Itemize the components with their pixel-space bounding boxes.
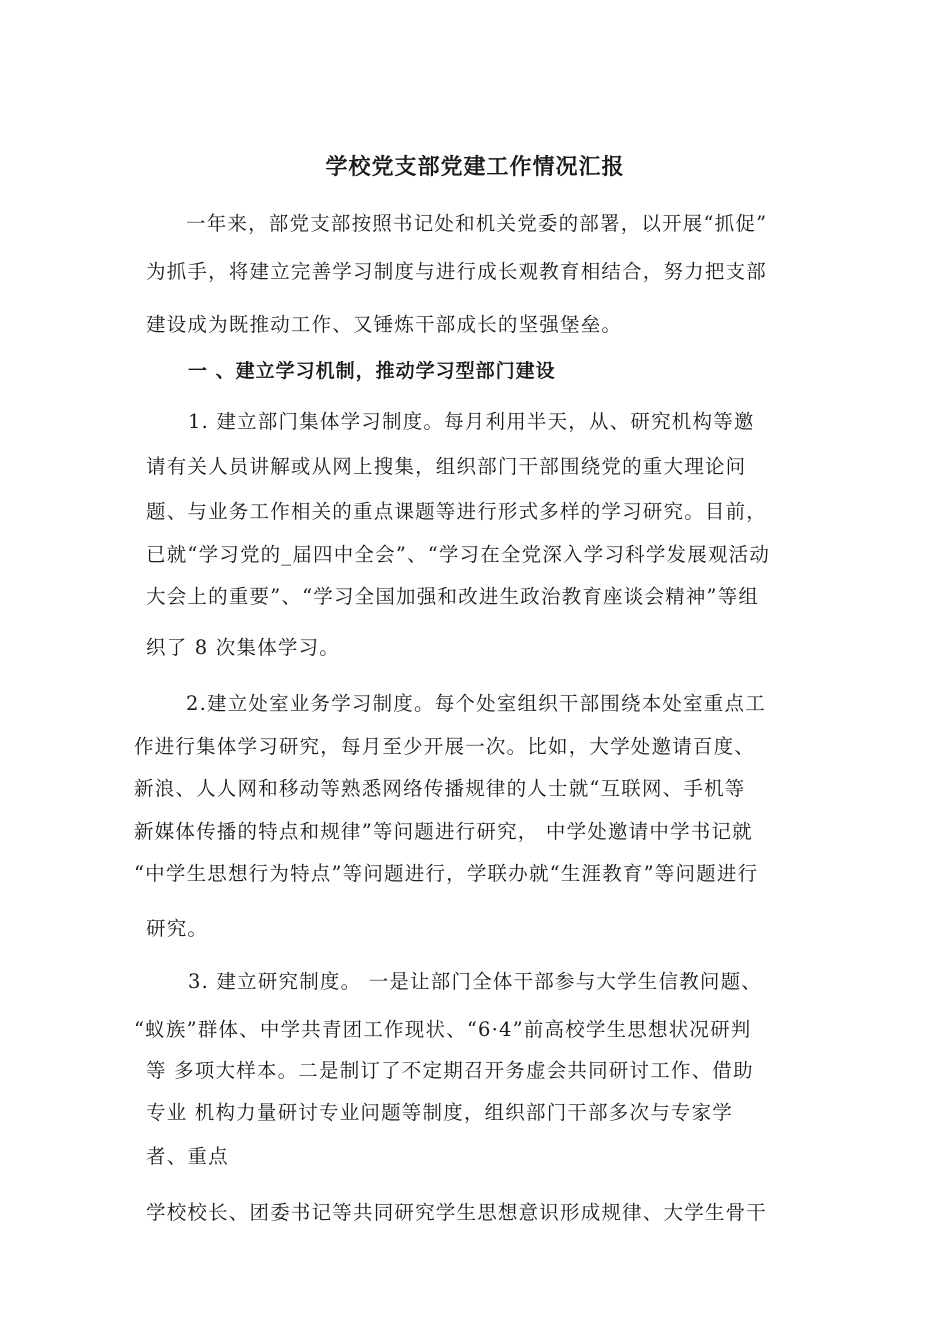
paragraph-line: 2.建立处室业务学习制度。每个处室组织干部围绕本处室重点工: [186, 692, 766, 715]
paragraph-line: 建设成为既推动工作、又锤炼干部成长的坚强堡垒。: [146, 313, 623, 336]
paragraph-line: 已就“学习党的_届四中全会”、“学习在全党深入学习科学发展观活动: [146, 543, 771, 566]
paragraph-line: 作进行集体学习研究，每月至少开展一次。比如，大学处邀请百度、: [134, 735, 756, 758]
paragraph-line: 者、重点: [146, 1145, 229, 1168]
paragraph-line: 专业 机构力量研讨专业问题等制度，组织部门干部多次与专家学: [146, 1101, 733, 1124]
paragraph-line: 新媒体传播的特点和规律”等问题进行研究， 中学处邀请中学书记就: [134, 820, 753, 843]
paragraph-line: 新浪、人人网和移动等熟悉网络传播规律的人士就“互联网、手机等: [134, 777, 746, 800]
paragraph-line: 研究。: [146, 917, 209, 940]
paragraph-line: “中学生思想行为特点”等问题进行，学联办就“生涯教育”等问题进行: [134, 862, 759, 885]
paragraph-line: 为抓手，将建立完善学习制度与进行成长观教育相结合，努力把支部: [146, 260, 768, 283]
paragraph-line: “蚁族”群体、中学共青团工作现状、“6·4”前高校学生思想状况研判: [134, 1018, 752, 1041]
paragraph-line: 题、与业务工作相关的重点课题等进行形式多样的学习研究。目前，: [146, 500, 768, 523]
paragraph-line: 请有关人员讲解或从网上搜集，组织部门干部围绕党的重大理论问: [146, 455, 747, 478]
paragraph-line: 织了 8 次集体学习。: [146, 636, 341, 659]
document-title: 学校党支部党建工作情况汇报: [325, 155, 625, 180]
paragraph-line: 3. 建立研究制度。 一是让部门全体干部参与大学生信教问题、: [188, 970, 763, 993]
paragraph-line: 一年来，部党支部按照书记处和机关党委的部署，以开展“抓促”: [186, 212, 768, 235]
paragraph-line: 1. 建立部门集体学习制度。每月利用半天，从、研究机构等邀: [188, 410, 755, 433]
section-heading: 一 、建立学习机制，推动学习型部门建设: [188, 360, 556, 382]
paragraph-line: 学校校长、团委书记等共同研究学生思想意识形成规律、大学生骨干: [146, 1201, 768, 1224]
paragraph-line: 等 多项大样本。二是制订了不定期召开务虚会共同研讨工作、借助: [146, 1059, 754, 1082]
paragraph-line: 大会上的重要”、“学习全国加强和改进生政治教育座谈会精神”等组: [146, 585, 760, 608]
